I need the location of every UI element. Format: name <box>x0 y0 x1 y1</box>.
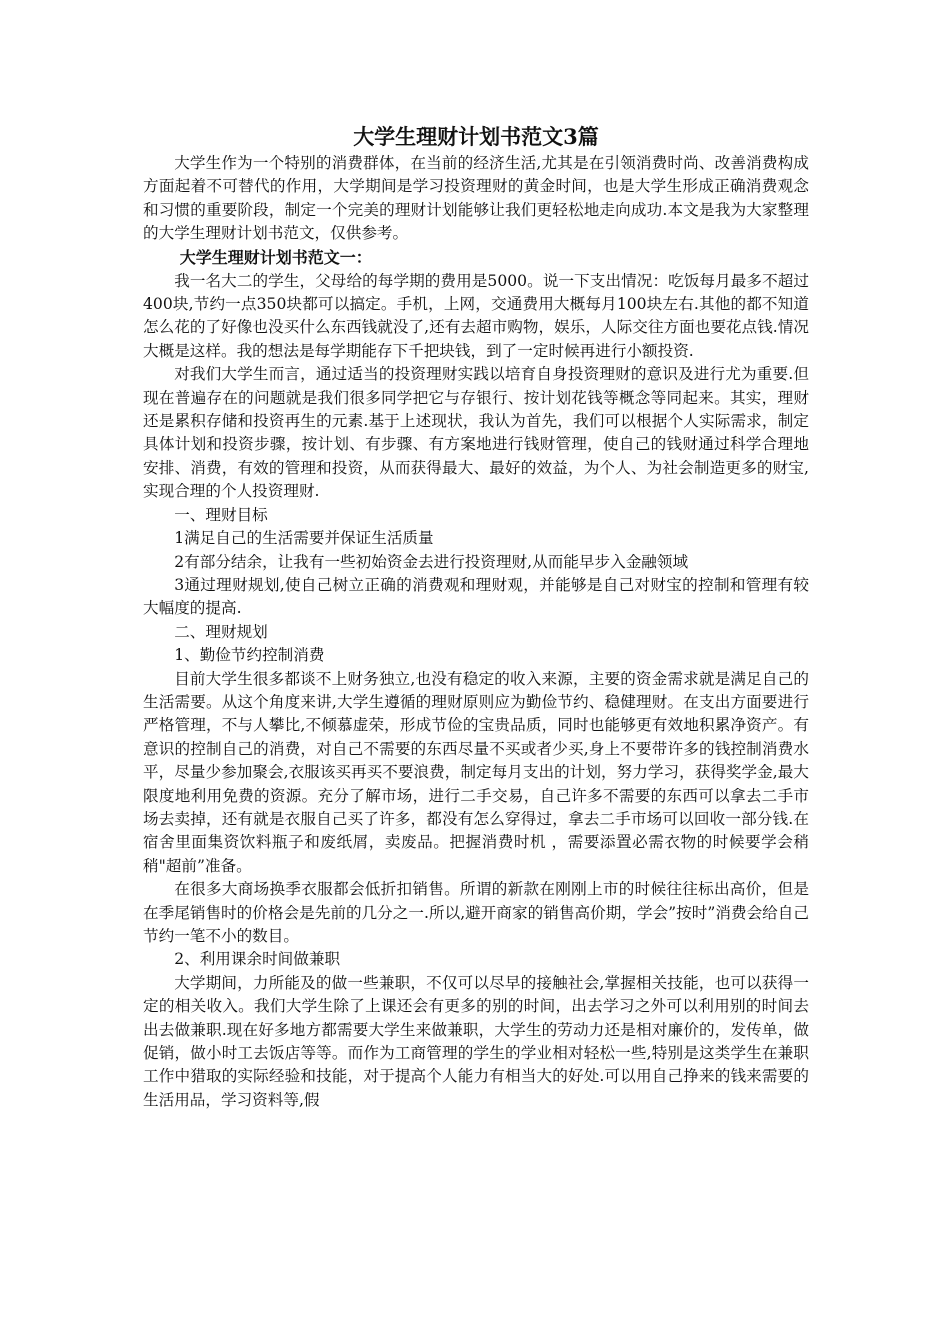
goal-item-2: 2有部分结余，让我有一些初始资金去进行投资理财,从而能早步入金融领域 <box>174 552 689 571</box>
paragraph-5: 大学期间，力所能及的做一些兼职，不仅可以尽早的接触社会,掌握相关技能，也可以获得一定的相关收入。我们大学生除了上课还会有更多的别的时间，出去学习之外可以利用别的时间去出去做兼职.现在好多地方都需要大学生来做兼职，大学生的劳动力还是相对廉价的，发传单，做促销，做小时工去饭店等等。而作为工商管理的学生的学业相对轻松一些,特别是这类学生在兼职工作中猎取的实际经验和技能，对于提高个人能力有相当大的好处.可以用自己挣来的钱来需要的生活用品，学习资料等,假 <box>143 973 809 1109</box>
plan-1-heading: 1、勤俭节约控制消费 <box>174 646 325 665</box>
goal-item-3: 3通过理财规划,使自己树立正确的消费观和理财观，并能够是自己对财宝的控制和管理有较大幅度的提高. <box>143 575 809 618</box>
paragraph-2: 对我们大学生而言，通过适当的投资理财实践以培育自身投资理财的意识及进行尤为重要.但现在普遍存在的问题就是我们很多同学把它与存银行、按计划花钱等概念等同起来。其实，理财还是累积存储和投资再生的元素.基于上述现状，我认为首先，我们可以根据个人实际需求，制定具体计划和投资步骤，按计划、有步骤、有方案地进行钱财管理，使自己的钱财通过科学合理地安排、消费，有效的管理和投资，从而获得最大、最好的效益，为个人、为社会制造更多的财宝,实现合理的个人投资理财. <box>143 365 809 501</box>
intro-paragraph: 大学生作为一个特别的消费群体，在当前的经济生活,尤其是在引领消费时尚、改善消费构成方面起着不可替代的作用，大学期间是学习投资理财的黄金时间，也是大学生形成正确消费观念和习惯的重要阶段，制定一个完美的理财计划能够让我们更轻松地走向成功.本文是我为大家整理的大学生理财计划书范文，仅供参考。 <box>143 154 809 243</box>
paragraph-1: 我一名大二的学生，父母给的每学期的费用是5000。说一下支出情况：吃饭每月最多不超过400块,节约一点350块都可以搞定。手机，上网，交通费用大概每月100块左右.其他的都不知道怎么花的了好像也没买什么东西钱就没了,还有去超市购物，娱乐，人际交往方面也要花点钱.情况大概是这样。我的想法是每学期能存下千把块钱，到了一定时候再进行小额投资. <box>143 271 809 360</box>
document-title: 大学生理财计划书范文3篇 <box>353 124 599 149</box>
paragraph-4: 在很多大商场换季衣服都会低折扣销售。所谓的新款在刚刚上市的时候往往标出高价，但是在季尾销售时的价格会是先前的几分之一.所以,避开商家的销售高价期，学会”按时”消费会给自己节约一笔不小的数目。 <box>143 880 809 945</box>
section-title: 大学生理财计划书范文一： <box>179 247 372 267</box>
goal-heading: 一、理财目标 <box>174 505 268 524</box>
paragraph-3: 目前大学生很多都谈不上财务独立,也没有稳定的收入来源，主要的资金需求就是满足自己的生活需要。从这个角度来讲,大学生遵循的理财原则应为勤俭节约、稳健理财。在支出方面要进行严格管理，不与人攀比,不倾慕虚荣，形成节俭的宝贵品质，同时也能够更有效地积累净资产。有意识的控制自己的消费，对自己不需要的东西尽量不买或者少买,身上不要带许多的钱控制消费水平，尽量少参加聚会,衣服该买再买不要浪费，制定每月支出的计划，努力学习，获得奖学金,最大限度地利用免费的资源。充分了解市场，进行二手交易，自己许多不需要的东西可以拿去二手市场去卖掉，还有就是衣服自己买了许多，都没有怎么穿得过，拿去二手市场可以回收一部分钱.在宿舍里面集资饮料瓶子和废纸屑，卖废品。把握消费时机 ，需要添置必需衣物的时候要学会稍稍"超前”准备。 <box>143 669 809 875</box>
document-page <box>143 122 809 1112</box>
plan-heading: 二、理财规划 <box>174 622 268 641</box>
plan-2-heading: 2、利用课余时间做兼职 <box>174 950 341 969</box>
goal-item-1: 1满足自己的生活需要并保证生活质量 <box>174 529 434 548</box>
